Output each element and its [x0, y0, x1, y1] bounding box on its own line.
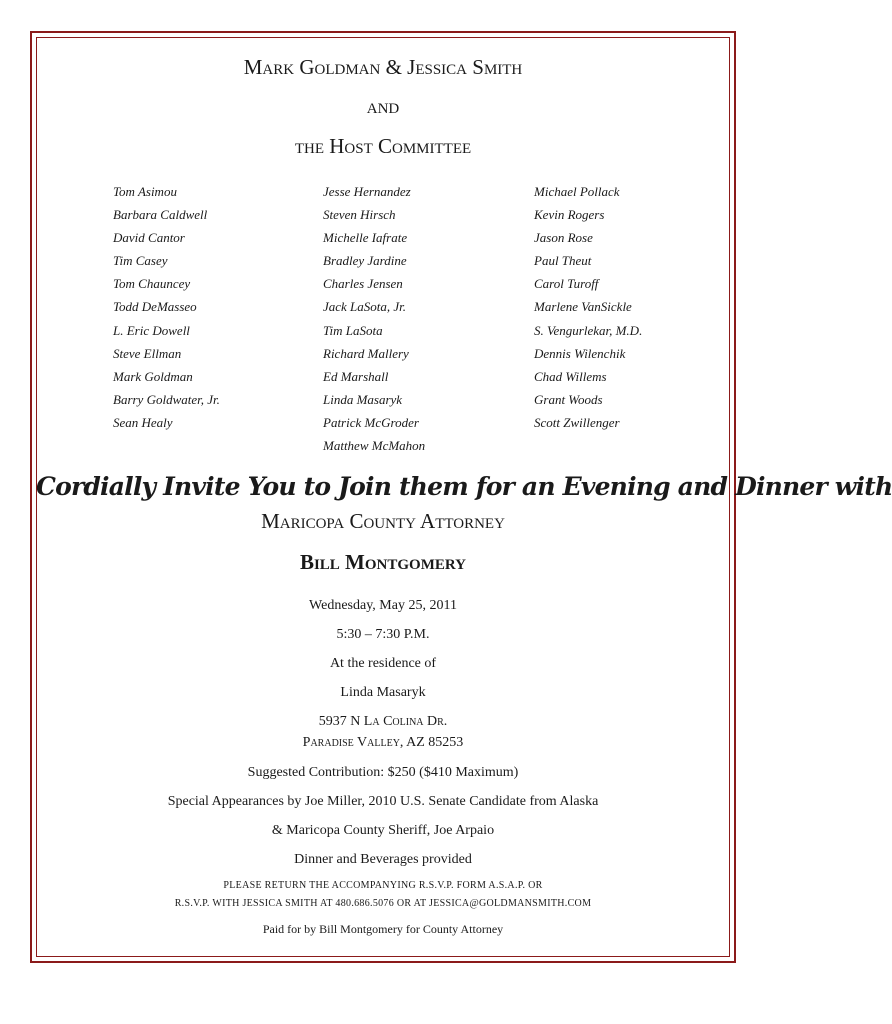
committee-member: Jesse Hernandez [323, 184, 411, 199]
committee-member: Tim LaSota [323, 322, 383, 338]
committee-member: S. Vengurlekar, M.D. [534, 322, 643, 338]
event-date: Wednesday, May 25, 2011 [309, 598, 457, 613]
committee-member: L. Eric Dowell [113, 322, 190, 338]
committee-member: Chad Willems [534, 368, 607, 384]
committee-member: Carol Turoff [534, 276, 599, 292]
committee-member: Bradley Jardine [323, 253, 407, 269]
and-heading: and [366, 94, 400, 118]
honoree-name: Bill Montgomery [299, 550, 467, 574]
committee-member: Steve Ellman [113, 345, 182, 361]
rsvp-line-2: R.S.V.P. WITH JESSICA SMITH AT 480.686.5076 OR AT JESSICA@GOLDMANSMITH.COM [174, 898, 592, 909]
committee-member: Charles Jensen [323, 276, 403, 292]
suggested-contribution: Suggested Contribution: $250 ($410 Maximum) [247, 765, 519, 780]
committee-member: Jack LaSota, Jr. [323, 299, 407, 315]
host-committee-heading: the Host Committee [294, 134, 472, 158]
committee-member: Steven Hirsch [323, 207, 396, 223]
committee-member: Richard Mallery [323, 345, 409, 361]
committee-member: Ed Marshall [323, 368, 389, 384]
committee-member: Patrick McGroder [323, 414, 419, 430]
committee-member: Kevin Rogers [534, 207, 605, 223]
committee-column-3 [534, 180, 642, 434]
event-time: 5:30 – 7:30 P.M. [336, 627, 430, 642]
committee-member: Matthew McMahon [323, 438, 426, 454]
committee-member: Scott Zwillenger [534, 414, 620, 430]
committee-member: Grant Woods [534, 391, 603, 407]
committee-member: Todd DeMasseo [113, 299, 197, 315]
committee-member: Dennis Wilenchik [534, 345, 626, 361]
address-line-2: Paradise Valley, AZ 85253 [302, 735, 464, 750]
committee-member: Barry Goldwater, Jr. [113, 391, 220, 407]
committee-member: David Cantor [113, 230, 185, 246]
committee-member: Tim Casey [113, 253, 168, 269]
committee-member: Mark Goldman [113, 368, 193, 384]
committee-column-2 [323, 180, 425, 457]
committee-member: Michael Pollack [534, 184, 620, 199]
committee-member: Tom Chauncey [113, 276, 191, 292]
committee-member: Barbara Caldwell [113, 207, 208, 223]
dinner-note: Dinner and Beverages provided [294, 852, 472, 867]
committee-member: Paul Theut [534, 253, 592, 269]
committee-member: Linda Masaryk [323, 391, 403, 407]
paid-for-disclaimer: Paid for by Bill Montgomery for County Attorney [262, 922, 504, 936]
residence-label: At the residence of [329, 656, 437, 671]
special-appearances-line-2: & Maricopa County Sheriff, Joe Arpaio [271, 823, 495, 838]
committee-member: Sean Healy [113, 414, 173, 430]
committee-member: Jason Rose [534, 230, 593, 246]
rsvp-line-1: PLEASE RETURN THE ACCOMPANYING R.S.V.P. FORM A.S.A.P. OR [223, 880, 543, 891]
office-title: Maricopa County Attorney [261, 509, 505, 533]
committee-member: Michelle Iafrate [323, 230, 408, 246]
committee-member: Marlene VanSickle [534, 299, 632, 315]
address-line-1: 5937 N La Colina Dr. [318, 714, 448, 729]
committee-member: Tom Asimou [113, 184, 177, 199]
hosts-heading: Mark Goldman & Jessica Smith [243, 55, 523, 79]
invitation-script-line: Cordially Invite You to Join them for an Evening and Dinner with [36, 472, 892, 501]
special-appearances-line-1: Special Appearances by Joe Miller, 2010 U.S. Senate Candidate from Alaska [167, 794, 599, 809]
residence-host: Linda Masaryk [340, 685, 426, 700]
committee-column-1 [113, 180, 220, 434]
